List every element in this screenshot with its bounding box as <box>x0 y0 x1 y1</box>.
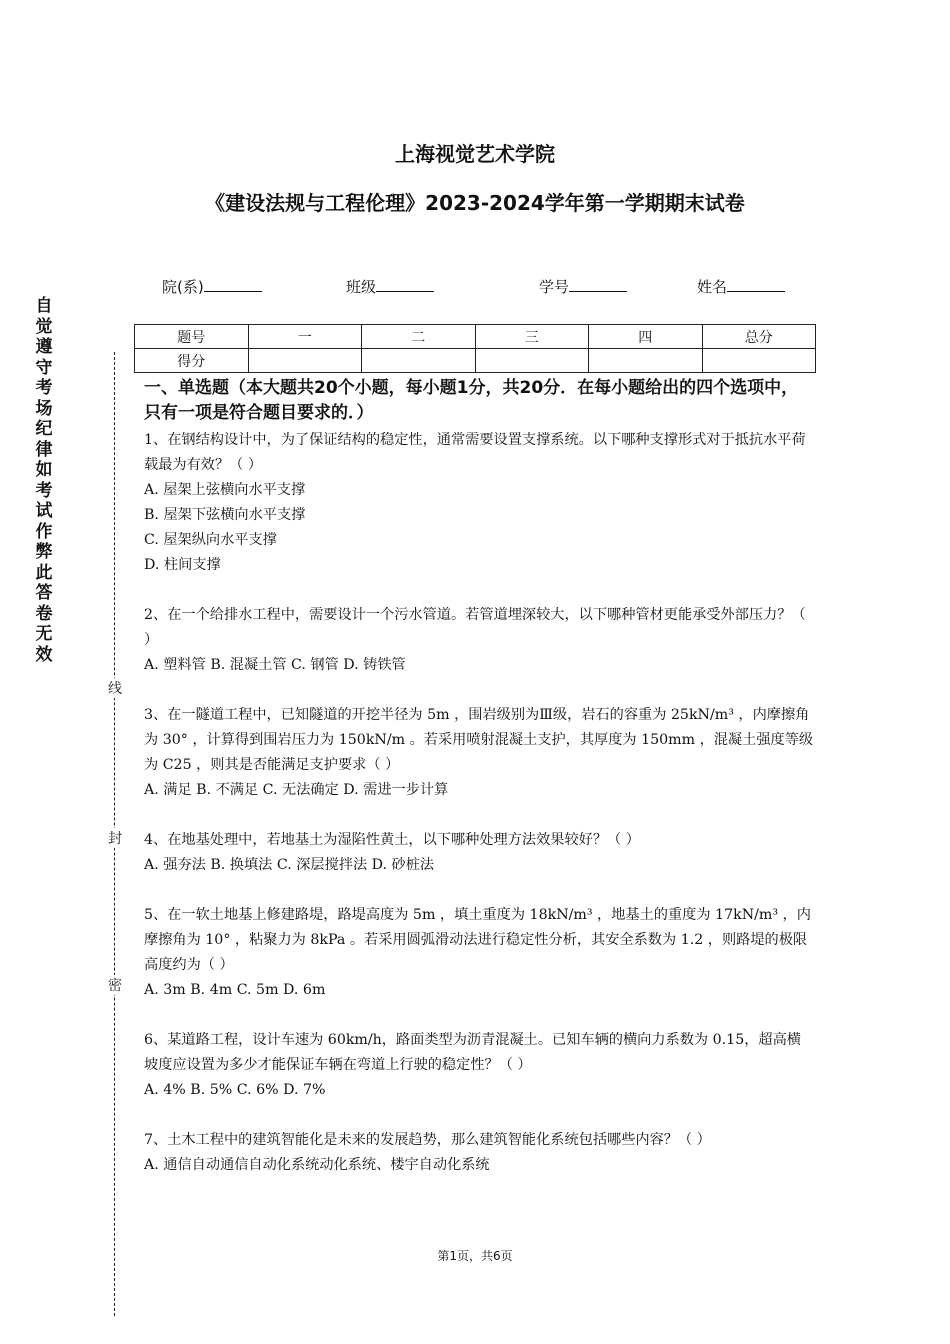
score-cell[interactable] <box>248 349 362 373</box>
exam-content <box>144 376 814 1178</box>
name-field[interactable] <box>697 276 785 297</box>
page-footer: 第1页，共6页 <box>437 1249 513 1263</box>
class-field[interactable] <box>346 276 434 297</box>
class-label: 班级 <box>346 278 377 296</box>
question-stem: 3、在一隧道工程中，已知隧道的开挖半径为 5m ，围岩级别为Ⅲ级，岩石的容重为 25kN/m³ ，内摩擦角为 30° ，计算得到围岩压力为 150kN/m 。若采用喷射混凝土支护，其厚度为 150mm ，混凝土强度等级为 C25 ，则其是否能满足支护要求（ ） <box>144 707 814 773</box>
department-field[interactable] <box>162 276 262 297</box>
question-option: C. 屋架纵向水平支撑 <box>144 532 277 548</box>
score-table-score-row <box>135 349 816 373</box>
question-option: A. 满足 B. 不满足 C. 无法确定 D. 需进一步计算 <box>144 782 449 798</box>
name-blank[interactable] <box>727 277 785 292</box>
section-heading: 一、单选题（本大题共20个小题，每小题1分，共20分．在每小题给出的四个选项中，只有一项是符合题目要求的．） <box>144 378 799 423</box>
score-header-cell: 一 <box>248 325 362 349</box>
score-header-cell: 三 <box>475 325 589 349</box>
question-option: D. 柱间支撑 <box>144 557 221 573</box>
question-4 <box>144 828 814 878</box>
score-row-label: 得分 <box>135 349 249 373</box>
question-option: A. 强夯法 B. 换填法 C. 深层搅拌法 D. 砂桩法 <box>144 857 435 873</box>
seal-mark-dense: 密 <box>106 975 124 995</box>
department-blank[interactable] <box>204 277 262 292</box>
question-1 <box>144 428 814 578</box>
question-stem: 7、土木工程中的建筑智能化是未来的发展趋势，那么建筑智能化系统包括哪些内容？（ ） <box>144 1132 711 1148</box>
score-header-cell: 总分 <box>702 325 816 349</box>
score-cell[interactable] <box>702 349 816 373</box>
score-cell[interactable] <box>475 349 589 373</box>
school-name: 上海视觉艺术学院 <box>395 142 555 166</box>
department-label: 院(系) <box>162 278 204 296</box>
student-id-blank[interactable] <box>569 277 627 292</box>
exam-title: 《建设法规与工程伦理》2023-2024学年第一学期期末试卷 <box>205 191 745 215</box>
question-option: A. 屋架上弦横向水平支撑 <box>144 482 306 498</box>
question-6 <box>144 1028 814 1103</box>
score-table <box>134 324 816 373</box>
question-stem: 2、在一个给排水工程中，需要设计一个污水管道。若管道埋深较大，以下哪种管材更能承受外部压力？（ ） <box>144 607 806 648</box>
question-option: A. 4% B. 5% C. 6% D. 7% <box>144 1082 326 1098</box>
student-id-label: 学号 <box>539 278 570 296</box>
question-7 <box>144 1128 814 1178</box>
question-5 <box>144 903 814 1003</box>
name-label: 姓名 <box>697 278 728 296</box>
score-cell[interactable] <box>589 349 703 373</box>
question-2 <box>144 603 814 678</box>
side-warning-text: 自觉遵守考场纪律如考试作弊此答卷无效 <box>35 296 53 665</box>
question-stem: 1、在钢结构设计中，为了保证结构的稳定性，通常需要设置支撑系统。以下哪种支撑形式对于抵抗水平荷载最为有效？（ ） <box>144 432 806 473</box>
question-stem: 6、某道路工程，设计车速为 60km/h，路面类型为沥青混凝土。已知车辆的横向力系数为 0.15，超高横坡度应设置为多少才能保证车辆在弯道上行驶的稳定性？（ ） <box>144 1032 801 1073</box>
question-option: A. 塑料管 B. 混凝土管 C. 钢管 D. 铸铁管 <box>144 657 406 673</box>
question-option: B. 屋架下弦横向水平支撑 <box>144 507 306 523</box>
question-option: A. 通信自动通信自动化系统动化系统、楼宇自动化系统 <box>144 1157 490 1173</box>
question-stem: 5、在一软土地基上修建路堤，路堤高度为 5m ，填土重度为 18kN/m³ ，地基土的重度为 17kN/m³ ，内摩擦角为 10° ，粘聚力为 8kPa 。若采用圆弧滑动法进行稳定性分析，其安全系数为 1.2 ，则路堤的极限高度约为（ ） <box>144 907 811 973</box>
question-3 <box>144 703 814 803</box>
score-header-cell: 二 <box>362 325 476 349</box>
question-option: A. 3m B. 4m C. 5m D. 6m <box>144 982 326 998</box>
seal-mark-seal: 封 <box>106 828 124 848</box>
student-id-field[interactable] <box>539 276 627 297</box>
question-stem: 4、在地基处理中，若地基土为湿陷性黄土，以下哪种处理方法效果较好？（ ） <box>144 832 640 848</box>
score-header-cell: 题号 <box>135 325 249 349</box>
score-table-header-row <box>135 325 816 349</box>
seal-mark-line: 线 <box>106 678 124 698</box>
score-header-cell: 四 <box>589 325 703 349</box>
score-cell[interactable] <box>362 349 476 373</box>
class-blank[interactable] <box>376 277 434 292</box>
